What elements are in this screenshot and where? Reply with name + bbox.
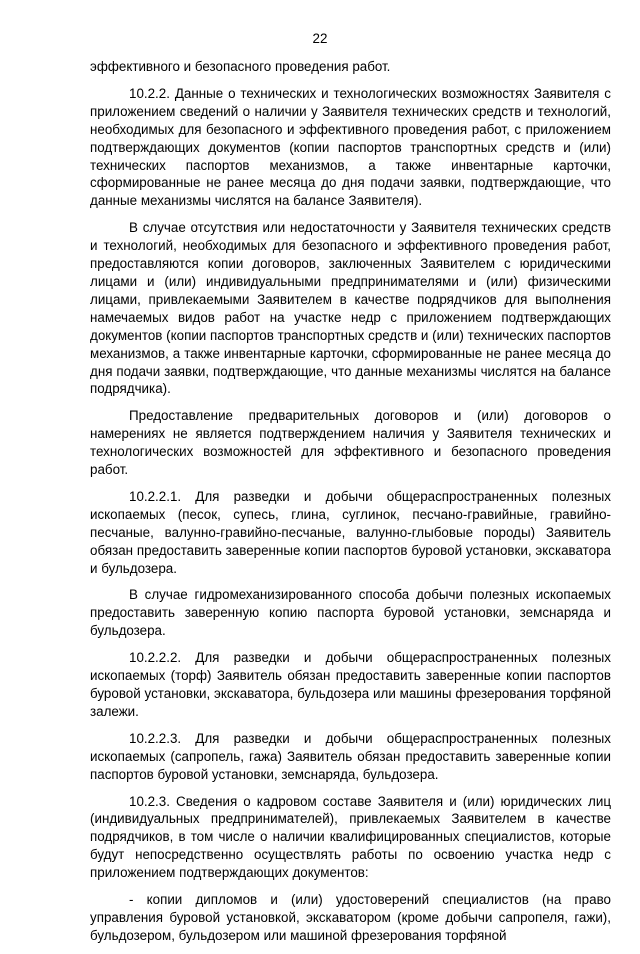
paragraph-10-2-3: 10.2.3. Сведения о кадровом составе Заявителя и (или) юридических лиц (индивидуальных предпринимателей), привлекаемых Заявителем в качестве подрядчиков, в том числе о наличии квалифицированных специалистов, которые будут непосредственно осуществлять работы по освоению участка недр с приложением подтверждающих документов:: [90, 793, 611, 881]
paragraph-10-2-2-3: 10.2.2.3. Для разведки и добычи общераспространенных полезных ископаемых (сапропель, гажа) Заявитель обязан предоставить заверенные копии паспортов буровой установки, земснаряда, бульдозера.: [90, 730, 611, 782]
body-text: [90, 58, 611, 954]
paragraph-10-2-2: 10.2.2. Данные о технических и технологических возможностях Заявителя с приложением сведений о наличии у Заявителя технических средств и технологий, необходимых для безопасного и эффективного проведения работ, с приложением подтверждающих документов (копии паспортов транспортных средств и (или) технических паспортов механизмов, а также инвентарные карточки, сформированные не ранее месяца до дня подачи заявки, подтверждающие, что данные механизмы числятся на балансе Заявителя).: [90, 85, 611, 209]
page-number: 22: [312, 31, 328, 46]
paragraph-10-2-2-2: 10.2.2.2. Для разведки и добычи общераспространенных полезных ископаемых (торф) Заявитель обязан предоставить заверенные копии паспортов буровой установки, экскаватора, бульдозера или машины фрезерования торфяной залежи.: [90, 650, 611, 719]
paragraph-preliminary-contracts: Предоставление предварительных договоров и (или) договоров о намерениях не является подтверждением наличия у Заявителя технических и технологических возможностей для эффективного и безопасного проведения работ.: [90, 408, 611, 478]
paragraph-hydromechanized: В случае гидромеханизированного способа добычи полезных ископаемых предоставить заверенную копию паспорта буровой установки, земснаряда и бульдозера.: [90, 587, 611, 639]
list-item-diplomas: - копии дипломов и (или) удостоверений специалистов (на право управления буровой установкой, экскаватором (кроме добычи сапропеля, гажи), бульдозером, бульдозером или машиной фрезерования торфяной: [90, 892, 611, 943]
paragraph-continuation: эффективного и безопасного проведения работ.: [90, 59, 391, 74]
paragraph-10-2-2-1: 10.2.2.1. Для разведки и добычи общераспространенных полезных ископаемых (песок, супесь, глина, суглинок, песчано-гравийные, гравийно-песчаные, валунно-гравийно-песчаные, валунно-глыбовые породы) Заявитель обязан предоставить заверенные копии паспортов буровой установки, экскаватора и бульдозера.: [90, 488, 611, 576]
paragraph-insufficiency: В случае отсутствия или недостаточности у Заявителя технических средств и технологий, необходимых для безопасного и эффективного проведения работ, предоставляются копии договоров, заключенных Заявителем с юридическими лицами и (или) индивидуальными предпринимателями и (или) физическими лицами, привлекаемыми Заявителем в качестве подрядчиков для выполнения намечаемых видов работ на участке недр с приложением подтверждающих документов (копии паспортов транспортных средств и (или) технических паспортов механизмов, а также инвентарные карточки, сформированные не ранее месяца до дня подачи заявки, подтверждающие, что данные механизмы числятся на балансе подрядчика).: [90, 220, 611, 397]
